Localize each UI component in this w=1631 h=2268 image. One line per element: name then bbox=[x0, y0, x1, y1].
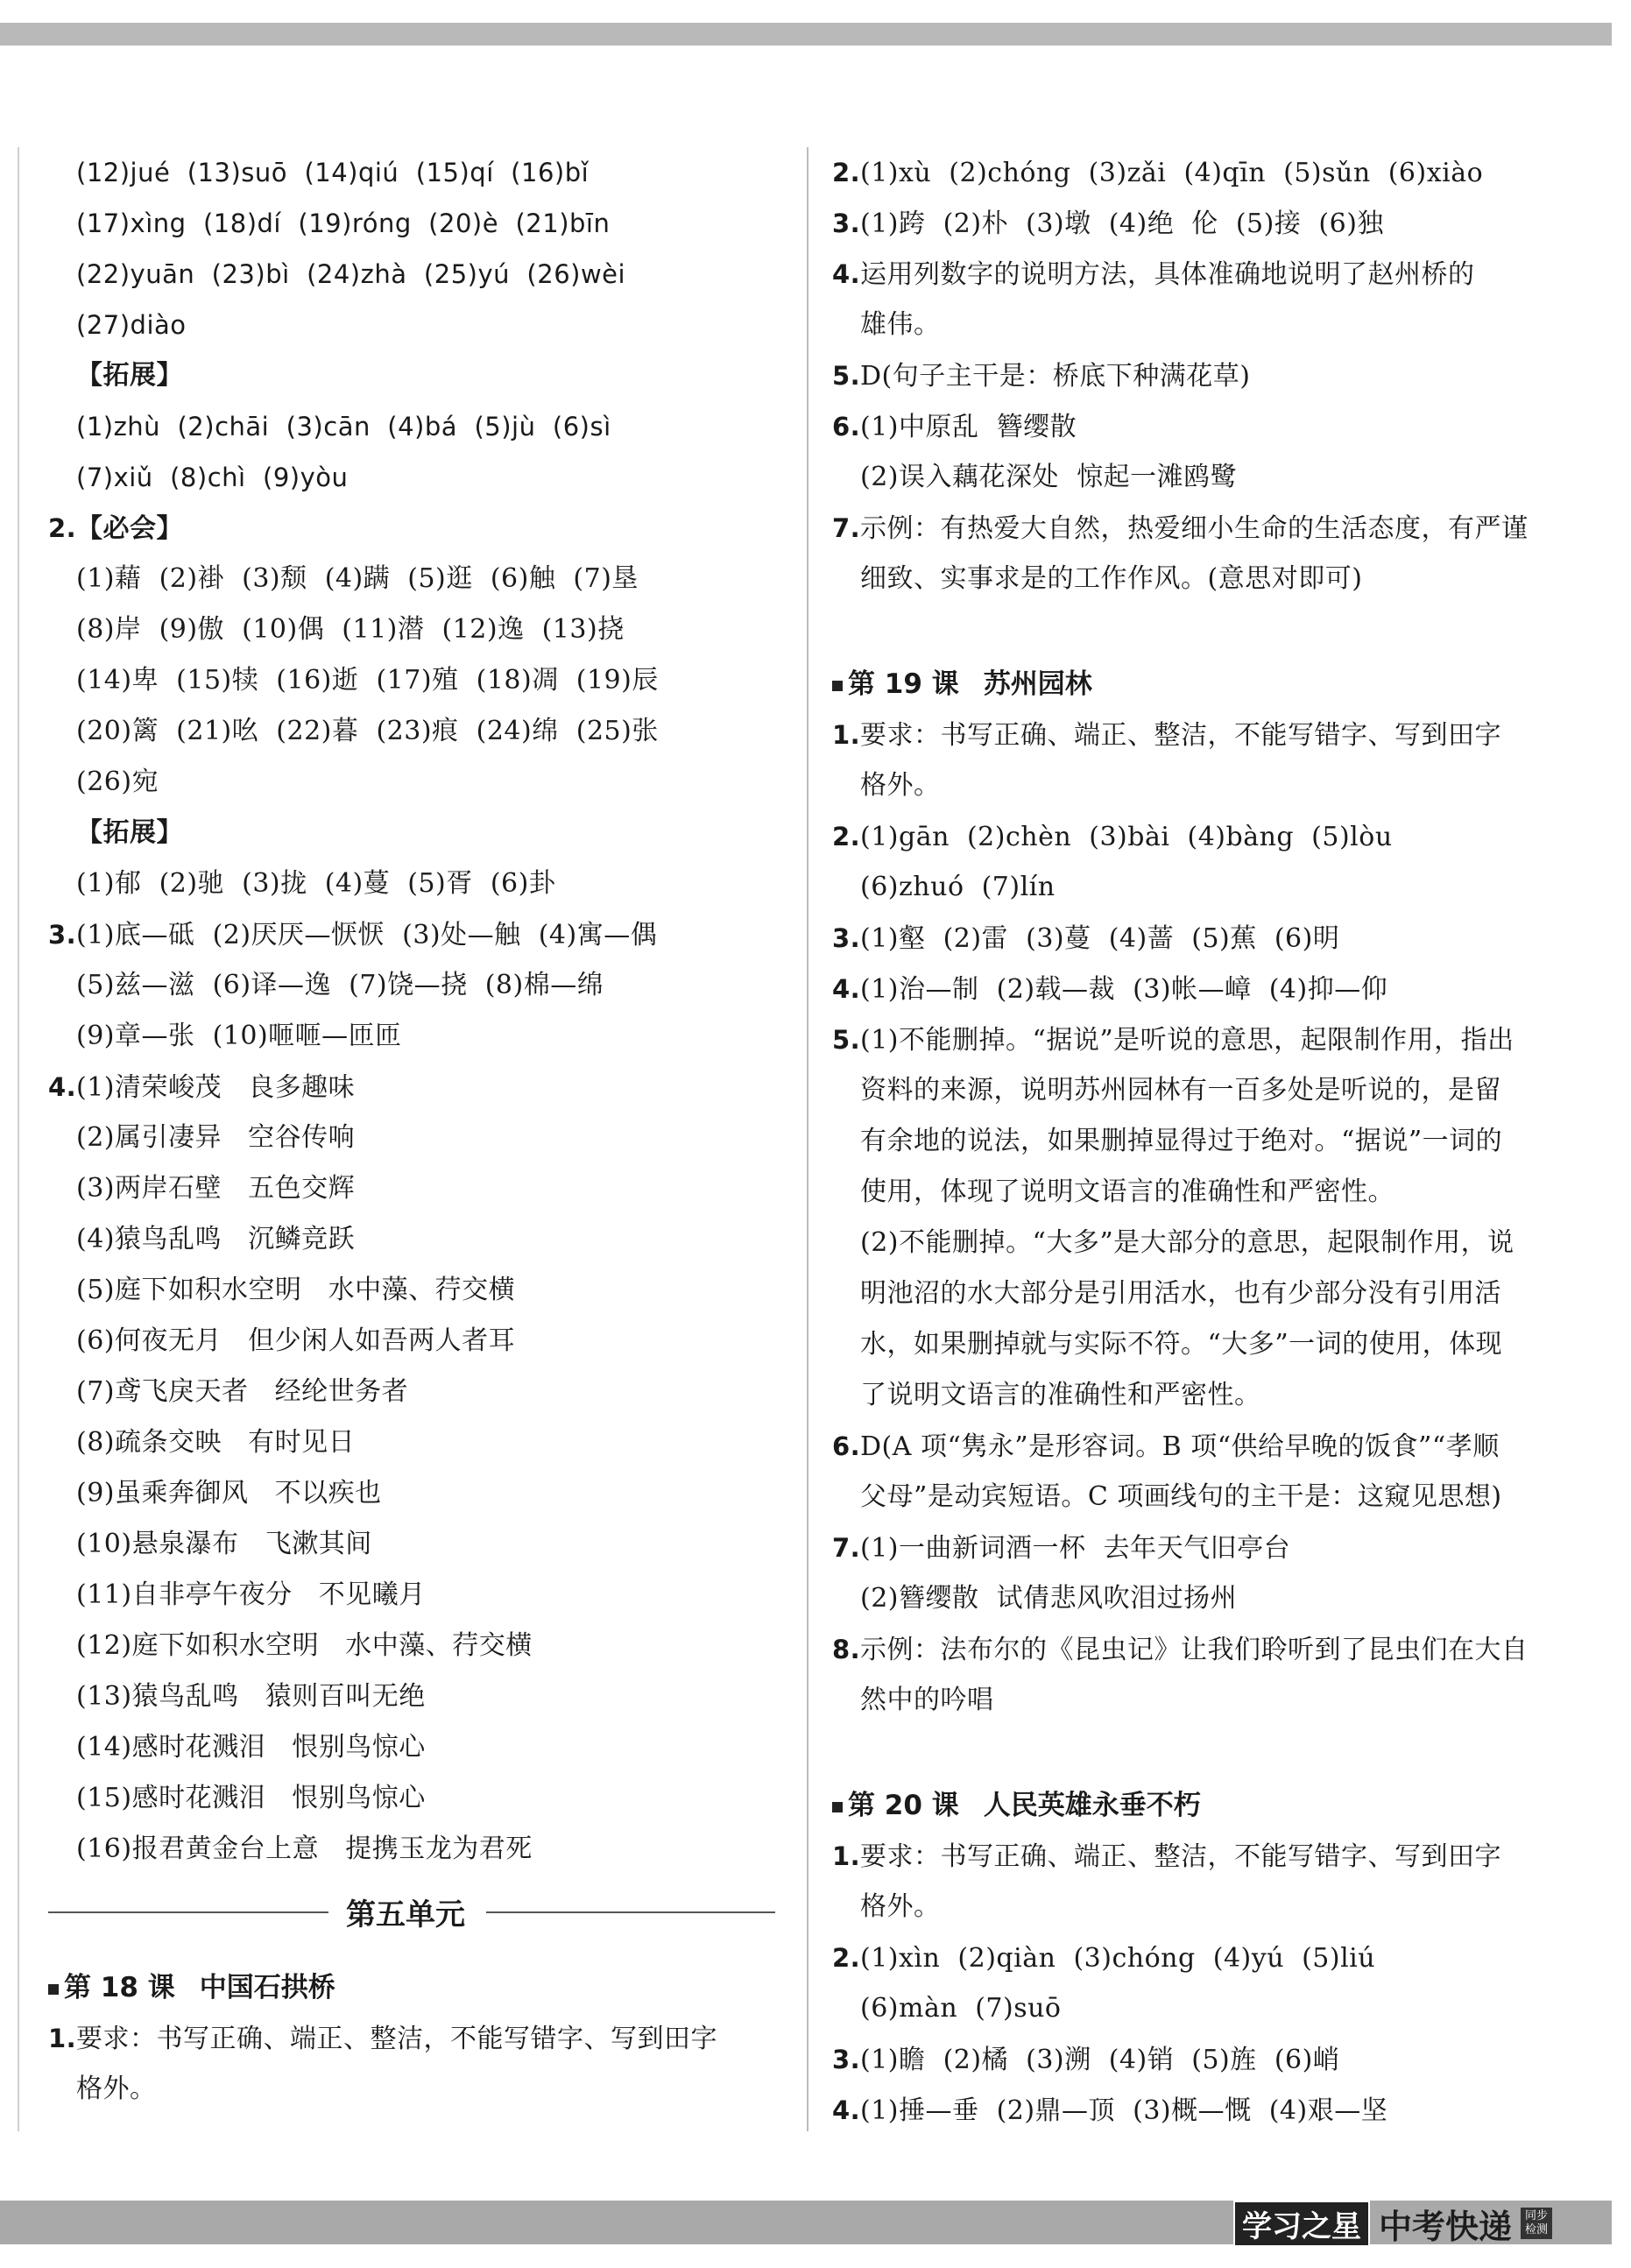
answer-text: (1)清荣峻茂 良多趣味 bbox=[76, 1072, 356, 1103]
answer-text: (1)捶—垂 (2)鼎—顶 (3)概—慨 (4)艰—坚 bbox=[860, 2095, 1388, 2126]
answer-line: (11)自非亭午夜分 不见曦月 bbox=[76, 1579, 426, 1610]
answer-line bbox=[832, 2085, 1572, 2136]
answer-text: (2)误入藕花深处 惊起一滩鸥鹭 bbox=[860, 462, 1238, 492]
answer-line bbox=[832, 554, 1572, 604]
answer-line bbox=[832, 1831, 1572, 1882]
brand-name-2: 中考快递 bbox=[1378, 2207, 1512, 2246]
answer-line: (15)感时花溅泪 恨别鸟惊心 bbox=[76, 1783, 426, 1813]
question-number: 1. bbox=[832, 1841, 861, 1871]
answer-line bbox=[832, 1472, 1572, 1523]
question-number: 2. bbox=[832, 158, 861, 187]
answer-text: (6)màn (7)suō bbox=[860, 1993, 1062, 2024]
answer-line bbox=[832, 249, 1572, 300]
question-number: 6. bbox=[832, 1431, 861, 1461]
lesson-heading bbox=[48, 1962, 784, 2013]
unit-rule-right bbox=[486, 1911, 775, 1913]
answer-text: 细致、实事求是的工作作风。(意思对即可) bbox=[860, 563, 1363, 594]
lesson19-answers bbox=[832, 710, 1572, 1726]
answer-line bbox=[832, 350, 1572, 401]
answer-line: (2)属引凄异 空谷传响 bbox=[76, 1122, 356, 1153]
q4-number: 4. bbox=[48, 1072, 77, 1102]
lesson-heading bbox=[832, 1780, 1572, 1831]
answer-text: 运用列数字的说明方法，具体准确地说明了赵州桥的 bbox=[860, 259, 1475, 290]
answer-line: (20)篱 (21)吆 (22)暮 (23)痕 (24)绵 (25)张 bbox=[76, 716, 659, 746]
answer-line bbox=[832, 1370, 1572, 1421]
unit-heading bbox=[48, 1882, 784, 1943]
unit-rule-left bbox=[48, 1911, 328, 1913]
answer-text: (1)治—制 (2)载—裁 (3)帐—嶂 (4)抑—仰 bbox=[860, 974, 1388, 1005]
question-number: 2. bbox=[832, 822, 861, 851]
answer-text: 要求：书写正确、端正、整洁，不能写错字、写到田字 bbox=[860, 1841, 1501, 1872]
answer-text: 父母”是动宾短语。C 项画线句的主干是：这窥见思想) bbox=[860, 1481, 1502, 1512]
question-number: 8. bbox=[832, 1635, 861, 1664]
answer-line bbox=[832, 1268, 1572, 1319]
answer-line bbox=[832, 913, 1572, 964]
answer-text: D(A 项“隽永”是形容词。B 项“供给早晚的饭食”“孝顺 bbox=[860, 1431, 1500, 1462]
answer-line bbox=[832, 862, 1572, 913]
answer-text: D(句子主干是：桥底下种满花草) bbox=[860, 361, 1251, 392]
answer-text: 格外。 bbox=[860, 1891, 941, 1922]
answer-line bbox=[832, 1523, 1572, 1573]
answer-text: (2)簪缨散 试倩悲风吹泪过扬州 bbox=[860, 1583, 1238, 1614]
left-column bbox=[48, 147, 784, 2115]
answer-text: (1)中原乱 簪缨散 bbox=[860, 412, 1077, 442]
question-number: 1. bbox=[832, 720, 861, 750]
lesson-title: 苏州园林 bbox=[983, 668, 1092, 700]
answer-line bbox=[832, 2034, 1572, 2085]
answer-text: 要求：书写正确、端正、整洁，不能写错字、写到田字 bbox=[76, 2024, 717, 2054]
answer-line: (16)报君黄金台上意 提携玉龙为君死 bbox=[76, 1833, 533, 1864]
answer-line: (12)庭下如积水空明 水中藻、荇交横 bbox=[76, 1630, 533, 1661]
left-margin-rule bbox=[18, 147, 19, 2131]
answer-line: (5)庭下如积水空明 水中藻、荇交横 bbox=[76, 1275, 516, 1305]
answer-line bbox=[832, 401, 1572, 452]
square-bullet-icon bbox=[832, 1802, 843, 1812]
tuozhan-label: 【拓展】 bbox=[76, 817, 183, 848]
question-number: 5. bbox=[832, 1025, 861, 1055]
brand-logo bbox=[1233, 2202, 1552, 2244]
unit-title: 第五单元 bbox=[346, 1897, 465, 1932]
question-number: 4. bbox=[832, 974, 861, 1004]
answer-line bbox=[832, 1014, 1572, 1065]
answer-text: (1)壑 (2)雷 (3)蔓 (4)蔷 (5)蕉 (6)明 bbox=[860, 923, 1340, 954]
lesson-title: 人民英雄永垂不朽 bbox=[983, 1790, 1201, 1821]
question-number: 3. bbox=[832, 208, 861, 238]
l18-q1-line bbox=[48, 2013, 784, 2064]
question-number: 7. bbox=[832, 513, 861, 543]
answer-line bbox=[832, 760, 1572, 811]
answer-line: (26)宛 bbox=[76, 767, 159, 797]
answer-line bbox=[832, 198, 1572, 249]
lesson-label: 第 18 课 bbox=[64, 1972, 175, 2003]
answer-text: (1)跨 (2)朴 (3)墩 (4)绝 伦 (5)接 (6)独 bbox=[860, 208, 1384, 239]
lesson-label: 第 19 课 bbox=[848, 668, 959, 700]
answer-text: (6)zhuó (7)lín bbox=[860, 872, 1056, 902]
answer-line: (5)兹—滋 (6)译—逸 (7)饶—挠 (8)棉—绵 bbox=[76, 970, 604, 1000]
answer-text: (1)xìn (2)qiàn (3)chóng (4)yú (5)liú bbox=[860, 1943, 1376, 1974]
answer-line bbox=[832, 1624, 1572, 1675]
top-gray-band bbox=[0, 23, 1612, 46]
q4-line bbox=[48, 1062, 784, 1113]
answer-line: (13)猿鸟乱鸣 猿则百叫无绝 bbox=[76, 1681, 426, 1712]
answer-line bbox=[832, 1675, 1572, 1726]
answer-line: (10)悬泉瀑布 飞漱其间 bbox=[76, 1529, 372, 1559]
answer-line bbox=[832, 1167, 1572, 1218]
answer-text: (1)瞻 (2)橘 (3)溯 (4)销 (5)旌 (6)峭 bbox=[860, 2045, 1340, 2075]
answer-text: 格外。 bbox=[860, 770, 941, 801]
answer-line bbox=[832, 503, 1572, 554]
answer-text: 示例：有热爱大自然，热爱细小生命的生活态度，有严谨 bbox=[860, 513, 1529, 544]
answer-text: 有余地的说法，如果删掉显得过于绝对。“据说”一词的 bbox=[860, 1126, 1503, 1156]
answer-line bbox=[832, 1421, 1572, 1472]
question-number: 7. bbox=[832, 1533, 861, 1563]
answer-text: 示例：法布尔的《昆虫记》让我们聆听到了昆虫们在大自 bbox=[860, 1635, 1529, 1665]
question-number: 1. bbox=[48, 2024, 77, 2053]
lesson20-answers bbox=[832, 1831, 1572, 2136]
answer-text: 雄伟。 bbox=[860, 309, 941, 340]
answer-line: (8)疏条交映 有时见日 bbox=[76, 1427, 356, 1458]
lesson-heading bbox=[832, 659, 1572, 710]
right-column bbox=[832, 147, 1572, 2136]
answer-line: (7)鸢飞戾天者 经纶世务者 bbox=[76, 1376, 409, 1407]
column-divider bbox=[807, 147, 808, 2131]
answer-line: 格外。 bbox=[76, 2074, 157, 2104]
q3-number: 3. bbox=[48, 920, 77, 950]
answer-line: (4)猿鸟乱鸣 沉鳞竞跃 bbox=[76, 1224, 356, 1254]
answer-text: (1)xù (2)chóng (3)zǎi (4)qīn (5)sǔn (6)xiào bbox=[860, 158, 1484, 188]
answer-line bbox=[832, 1882, 1572, 1932]
answer-text: 然中的吟唱 bbox=[860, 1685, 994, 1715]
lesson-label: 第 20 课 bbox=[848, 1790, 959, 1821]
spacer bbox=[832, 1726, 1572, 1761]
question-number: 4. bbox=[832, 2095, 861, 2125]
answer-text: (1)不能删掉。“据说”是听说的意思，起限制作用，指出 bbox=[860, 1025, 1514, 1056]
question-number: 6. bbox=[832, 412, 861, 442]
brand-name-1: 学习之星 bbox=[1233, 2201, 1370, 2247]
answer-line bbox=[832, 811, 1572, 862]
answer-line: (9)章—张 (10)咂咂—匝匝 bbox=[76, 1021, 402, 1051]
answer-text: (1)底—砥 (2)厌厌—恹恹 (3)处—触 (4)寓—偶 bbox=[76, 920, 658, 950]
lesson-title: 中国石拱桥 bbox=[199, 1972, 335, 2003]
answer-text: 要求：书写正确、端正、整洁，不能写错字、写到田字 bbox=[860, 720, 1501, 751]
tuozhan-label: 【拓展】 bbox=[76, 360, 183, 391]
answer-line bbox=[832, 710, 1572, 760]
answer-line bbox=[832, 300, 1572, 350]
tuozhan-line: (1)郁 (2)驰 (3)拢 (4)蔓 (5)胥 (6)卦 bbox=[76, 868, 556, 899]
question-number: 3. bbox=[832, 2045, 861, 2074]
pinyin-line: (22)yuān (23)bì (24)zhà (25)yú (26)wèi bbox=[76, 259, 626, 289]
question-number: 3. bbox=[832, 923, 861, 953]
lesson18-answers bbox=[832, 147, 1572, 604]
tuozhan-line: (7)xiǔ (8)chì (9)yòu bbox=[76, 463, 349, 492]
brand-tag: 同步检测 bbox=[1521, 2208, 1552, 2239]
answer-text: 了说明文语言的准确性和严密性。 bbox=[860, 1380, 1261, 1410]
answer-line bbox=[832, 1319, 1572, 1370]
square-bullet-icon bbox=[832, 681, 843, 691]
answer-line: (8)岸 (9)傲 (10)偶 (11)潜 (12)逸 (13)挠 bbox=[76, 614, 625, 645]
spacer bbox=[832, 604, 1572, 639]
question-number: 4. bbox=[832, 259, 861, 289]
answer-line: (3)两岸石壁 五色交辉 bbox=[76, 1173, 356, 1204]
answer-text: 水，如果删掉就与实际不符。“大多”一词的使用，体现 bbox=[860, 1329, 1503, 1360]
tuozhan-line: (1)zhù (2)chāi (3)cān (4)bá (5)jù (6)sì bbox=[76, 412, 611, 442]
square-bullet-icon bbox=[48, 1984, 59, 1995]
answer-text: 资料的来源，说明苏州园林有一百多处是听说的，是留 bbox=[860, 1075, 1501, 1106]
answer-line bbox=[832, 1932, 1572, 1983]
q3-line bbox=[48, 909, 784, 960]
answer-line: (14)卑 (15)犊 (16)逝 (17)殖 (18)凋 (19)辰 bbox=[76, 665, 659, 696]
answer-text: (1)gān (2)chèn (3)bài (4)bàng (5)lòu bbox=[860, 822, 1393, 852]
pinyin-line: (12)jué (13)suō (14)qiú (15)qí (16)bǐ bbox=[76, 158, 590, 187]
answer-line: (14)感时花溅泪 恨别鸟惊心 bbox=[76, 1732, 426, 1763]
answer-line bbox=[832, 452, 1572, 503]
pinyin-line: (27)diào bbox=[76, 310, 187, 340]
answer-text: 使用，体现了说明文语言的准确性和严密性。 bbox=[860, 1176, 1394, 1207]
answer-line bbox=[832, 964, 1572, 1014]
answer-line: (6)何夜无月 但少闲人如吾两人者耳 bbox=[76, 1325, 516, 1356]
question-number: 5. bbox=[832, 361, 861, 391]
answer-text: (2)不能删掉。“大多”是大部分的意思，起限制作用，说 bbox=[860, 1227, 1514, 1258]
answer-line bbox=[832, 1218, 1572, 1268]
pinyin-line: (17)xìng (18)dí (19)róng (20)è (21)bīn bbox=[76, 208, 611, 238]
q2-header bbox=[48, 503, 784, 554]
bihui-label: 【必会】 bbox=[76, 513, 183, 544]
answer-text: (1)一曲新词酒一杯 去年天气旧亭台 bbox=[860, 1533, 1291, 1564]
answer-line: (1)藉 (2)褂 (3)颓 (4)蹒 (5)逛 (6)触 (7)垦 bbox=[76, 563, 639, 594]
answer-line bbox=[832, 1065, 1572, 1116]
answer-text: 明池沼的水大部分是引用活水，也有少部分没有引用活 bbox=[860, 1278, 1501, 1309]
question-number: 2. bbox=[832, 1943, 861, 1973]
answer-line: (9)虽乘奔御风 不以疾也 bbox=[76, 1478, 382, 1508]
answer-line bbox=[832, 147, 1572, 198]
answer-line bbox=[832, 1983, 1572, 2034]
answer-line bbox=[832, 1573, 1572, 1624]
answer-line bbox=[832, 1116, 1572, 1167]
q2-number: 2. bbox=[48, 513, 77, 543]
